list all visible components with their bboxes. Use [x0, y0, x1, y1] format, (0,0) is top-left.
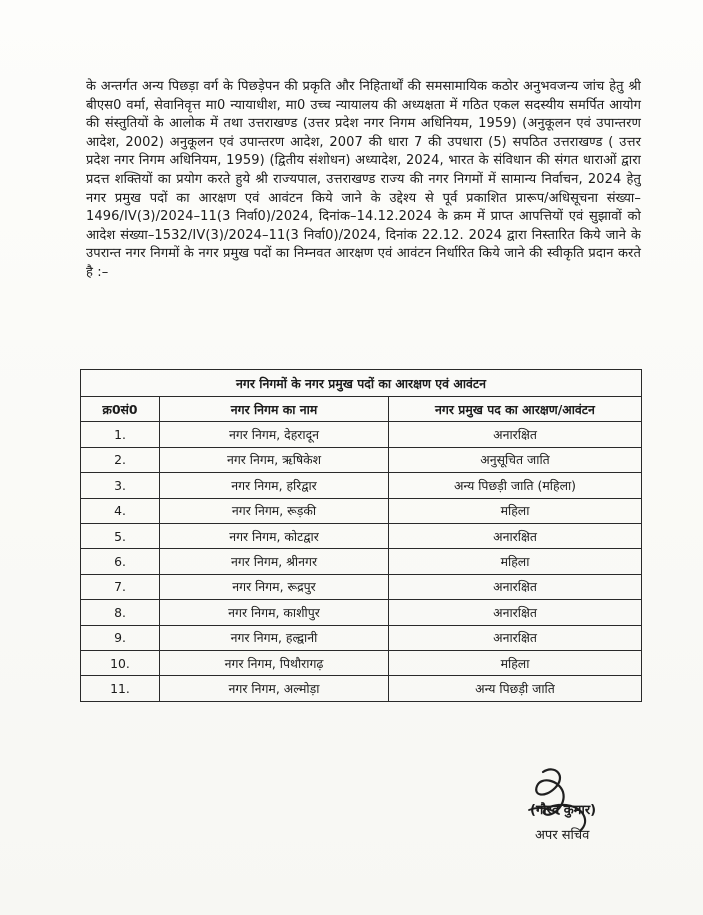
table-row [81, 523, 642, 548]
header-name: नगर निगम का नाम [160, 397, 389, 422]
cell-reservation: अनारक्षित [389, 625, 642, 650]
table-caption: नगर निगमों के नगर प्रमुख पदों का आरक्षण एवं आवंटन [81, 370, 642, 397]
cell-serial: 2. [81, 447, 160, 472]
cell-name: नगर निगम, श्रीनगर [160, 549, 389, 574]
cell-serial: 8. [81, 600, 160, 625]
cell-reservation: महिला [389, 650, 642, 675]
cell-serial: 1. [81, 422, 160, 447]
table-row [81, 422, 642, 447]
cell-serial: 11. [81, 676, 160, 701]
cell-name: नगर निगम, देहरादून [160, 422, 389, 447]
cell-name: नगर निगम, पिथौरागढ़ [160, 650, 389, 675]
intro-text: के अन्तर्गत अन्य पिछड़ा वर्ग के पिछड़ेपन की प्रकृति और निहितार्थों की समसामायिक कठोर अनुभवजन्य जांच हेतु श्री बीएस0 वर्मा, सेवानिवृत्त मा0 न्यायाधीश, मा0 उच्च न्यायालय की अध्यक्षता में गठित एकल सदस्यीय समर्पित आयोग की संस्तुतियों के आलोक में तथा उत्तराखण्ड (उत्तर प्रदेश नगर निगम अधिनियम, 1959) (अनुकूलन एवं उपान्तरण आदेश, 2002) अनुकूलन एवं उपान्तरण आदेश, 2007 की धारा 7 की उपधारा (5) सपठित उत्तराखण्ड ( उत्तर प्रदेश नगर निगम अधिनियम, 1959) (द्वितीय संशोधन) अध्यादेश, 2024, भारत के संविधान की संगत धाराओं द्वारा प्रदत्त शक्तियों का प्रयोग करते हुये श्री राज्यपाल, उत्तराखण्ड राज्य की नगर निगमों में सामान्य निर्वाचन, 2024 हेतु नगर प्रमुख पदों का आरक्षण एवं आवंटन किये जाने के उद्देश्य से पूर्व प्रकाशित प्रारूप/अधिसूचना संख्या–1496/IV(3)/2024–11(3 निर्वा0)/2024, दिनांक–14.12.2024 के क्रम में प्राप्त आपत्तियों एवं सुझावों को आदेश संख्या–1532/IV(3)/2024–11(3 निर्वा0)/2024, दिनांक 22.12. 2024 द्वारा निस्तारित किये जाने के उपरान्त नगर निगमों के नगर प्रमुख पदों का निम्नवत आरक्षण एवं आवंटन निर्धारित किये जाने की स्वीकृति प्रदान करते है :– [86, 79, 641, 280]
cell-reservation: महिला [389, 549, 642, 574]
cell-serial: 3. [81, 473, 160, 498]
header-reservation: नगर प्रमुख पद का आरक्षण/आवंटन [389, 397, 642, 422]
table-row [81, 498, 642, 523]
cell-reservation: महिला [389, 498, 642, 523]
table-row [81, 625, 642, 650]
table-row [81, 574, 642, 599]
cell-name: नगर निगम, रूड़की [160, 498, 389, 523]
intro-paragraph [86, 78, 641, 283]
cell-name: नगर निगम, हल्द्वानी [160, 625, 389, 650]
cell-serial: 9. [81, 625, 160, 650]
table-row [81, 473, 642, 498]
cell-name: नगर निगम, ऋषिकेश [160, 447, 389, 472]
cell-reservation: अनुसूचित जाति [389, 447, 642, 472]
cell-serial: 4. [81, 498, 160, 523]
reservation-table [80, 369, 642, 702]
cell-reservation: अनारक्षित [389, 574, 642, 599]
table-row [81, 549, 642, 574]
cell-serial: 7. [81, 574, 160, 599]
cell-reservation: अन्य पिछड़ी जाति (महिला) [389, 473, 642, 498]
cell-reservation: अनारक्षित [389, 523, 642, 548]
table-row [81, 676, 642, 701]
cell-name: नगर निगम, कोटद्वार [160, 523, 389, 548]
cell-name: नगर निगम, काशीपुर [160, 600, 389, 625]
cell-reservation: अन्य पिछड़ी जाति [389, 676, 642, 701]
table-header-row [81, 397, 642, 422]
cell-name: नगर निगम, रूद्रपुर [160, 574, 389, 599]
table-row [81, 650, 642, 675]
cell-name: नगर निगम, अल्मोड़ा [160, 676, 389, 701]
table-row [81, 600, 642, 625]
cell-serial: 6. [81, 549, 160, 574]
header-serial: क्र0सं0 [81, 397, 160, 422]
cell-reservation: अनारक्षित [389, 600, 642, 625]
cell-serial: 5. [81, 523, 160, 548]
table-caption-row [81, 370, 642, 397]
cell-name: नगर निगम, हरिद्वार [160, 473, 389, 498]
signatory-name: (गौरव कुमार) [530, 803, 597, 818]
cell-reservation: अनारक्षित [389, 422, 642, 447]
table-row [81, 447, 642, 472]
cell-serial: 10. [81, 650, 160, 675]
signatory-designation: अपर सचिव [535, 828, 590, 843]
